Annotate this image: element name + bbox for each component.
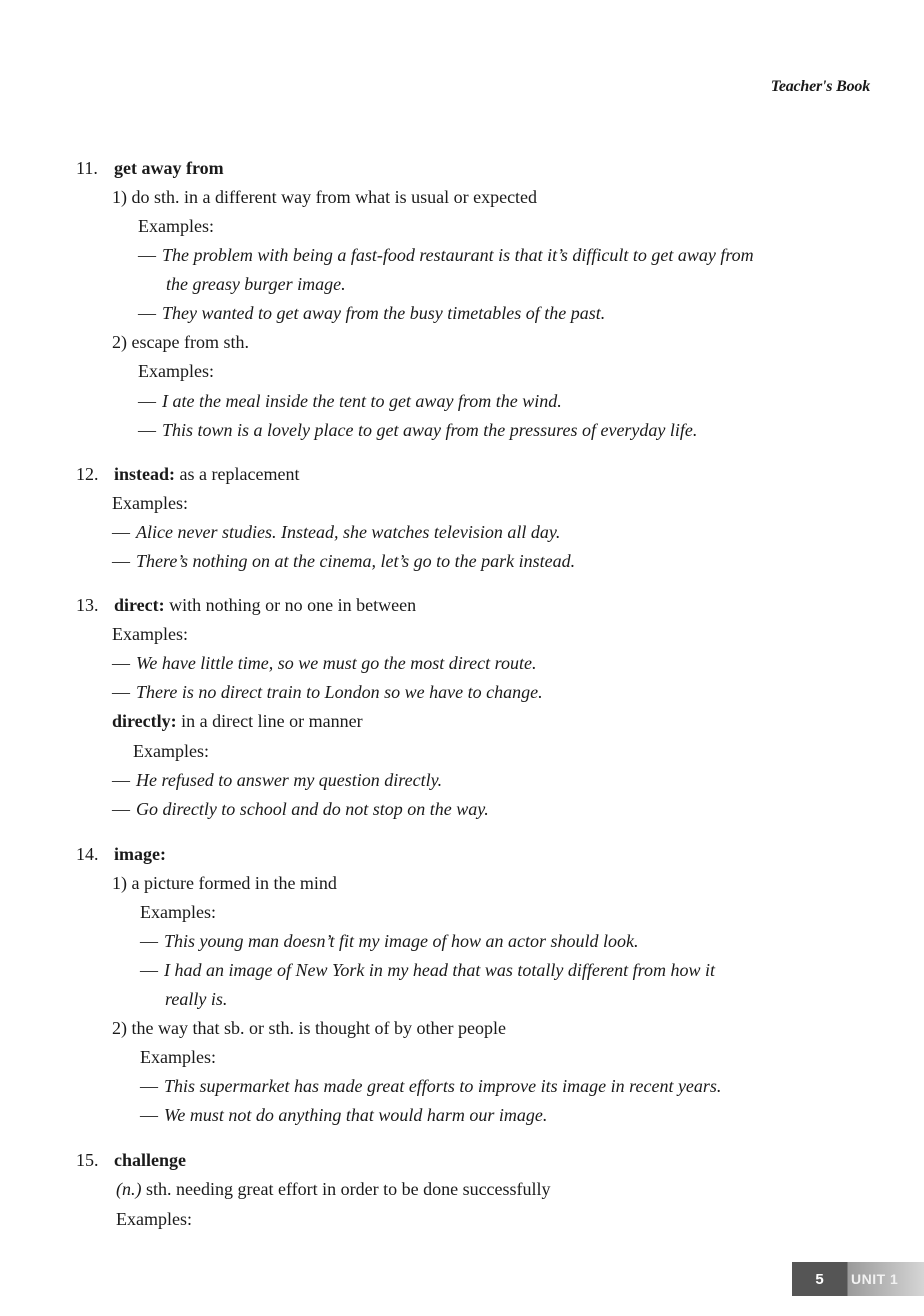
text-line — [133, 740, 209, 762]
entry-number: 13. — [76, 595, 99, 615]
text-line — [112, 1017, 506, 1039]
entry-number: 14. — [76, 844, 99, 864]
line-text: 2) the way that sb. or sth. is thought of by other people — [112, 1018, 506, 1038]
entry-term: challenge — [114, 1150, 186, 1170]
example-text: This young man doesn’t fit my image of how an actor should look. — [164, 931, 639, 951]
text-line — [140, 901, 216, 923]
example-continuation — [166, 273, 346, 295]
line-text: Examples: — [138, 216, 214, 236]
page-number: 5 — [815, 1270, 824, 1288]
entry-heading — [76, 843, 166, 865]
dash-marker: — — [112, 799, 130, 819]
entry-definition: as a replacement — [175, 464, 300, 484]
example-sentence — [112, 769, 442, 791]
dash-marker: — — [112, 682, 130, 702]
entry-term: instead: — [114, 464, 176, 484]
entry-term: image: — [114, 844, 166, 864]
text-line — [112, 492, 188, 514]
example-text: Alice never studies. Instead, she watches television all day. — [136, 522, 561, 542]
dash-marker: — — [140, 960, 158, 980]
line-text: 2) escape from sth. — [112, 332, 249, 352]
example-text: Go directly to school and do not stop on the way. — [136, 799, 489, 819]
page-footer — [792, 1262, 924, 1296]
line-text: Examples: — [112, 624, 188, 644]
example-text: They wanted to get away from the busy timetables of the past. — [162, 303, 606, 323]
example-continuation — [165, 988, 227, 1010]
line-text: Examples: — [138, 361, 214, 381]
line-text: 1) a picture formed in the mind — [112, 873, 337, 893]
example-sentence — [138, 302, 605, 324]
example-sentence — [138, 244, 754, 266]
part-of-speech: (n.) — [116, 1179, 142, 1199]
dash-marker: — — [138, 245, 156, 265]
entry-number: 15. — [76, 1150, 99, 1170]
example-sentence — [140, 959, 715, 981]
line-text: Examples: — [112, 493, 188, 513]
dash-marker: — — [140, 931, 158, 951]
entry-heading — [76, 157, 224, 179]
example-sentence — [112, 521, 560, 543]
example-text: There is no direct train to London so we have to change. — [136, 682, 543, 702]
entry-number: 12. — [76, 464, 99, 484]
example-sentence — [112, 550, 575, 572]
entry-term: get away from — [114, 158, 224, 178]
definition-line — [116, 1178, 551, 1200]
line-text: Examples: — [140, 902, 216, 922]
text-line — [112, 872, 337, 894]
entry-heading — [76, 463, 299, 485]
dash-marker: — — [138, 391, 156, 411]
example-sentence — [138, 390, 562, 412]
example-text: really is. — [165, 989, 228, 1009]
line-text: Examples: — [140, 1047, 216, 1067]
example-text: I ate the meal inside the tent to get away from the wind. — [162, 391, 562, 411]
example-sentence — [140, 1104, 547, 1126]
entry-heading — [76, 1149, 186, 1171]
text-line — [140, 1046, 216, 1068]
entry-definition: with nothing or no one in between — [164, 595, 417, 615]
example-text: The problem with being a fast-food restaurant is that it’s difficult to get away from — [162, 245, 754, 265]
example-sentence — [112, 652, 536, 674]
text-line — [138, 360, 214, 382]
line-text: 1) do sth. in a different way from what is usual or expected — [112, 187, 538, 207]
dash-marker: — — [112, 770, 130, 790]
entry-term: direct: — [114, 595, 165, 615]
text-line — [138, 215, 214, 237]
entry-heading — [76, 594, 416, 616]
entry-definition: sth. needing great effort in order to be done successfully — [141, 1179, 551, 1199]
entry-term: directly: — [112, 711, 177, 731]
dash-marker: — — [140, 1105, 158, 1125]
sub-term — [112, 710, 363, 732]
text-line — [116, 1208, 192, 1230]
example-sentence — [112, 681, 543, 703]
example-text: the greasy burger image. — [166, 274, 346, 294]
example-text: He refused to answer my question directly. — [136, 770, 443, 790]
line-text: Examples: — [116, 1209, 192, 1229]
dash-marker: — — [112, 522, 130, 542]
text-line — [112, 623, 188, 645]
entry-number: 11. — [76, 158, 98, 178]
dash-marker: — — [138, 420, 156, 440]
example-text: We have little time, so we must go the most direct route. — [136, 653, 537, 673]
example-sentence — [140, 930, 638, 952]
example-text: I had an image of New York in my head that was totally different from how it — [164, 960, 715, 980]
example-text: This town is a lovely place to get away from the pressures of everyday life. — [162, 420, 698, 440]
example-sentence — [138, 419, 697, 441]
text-line — [112, 186, 537, 208]
text-line — [112, 331, 249, 353]
example-sentence — [140, 1075, 721, 1097]
dash-marker: — — [112, 551, 130, 571]
entry-definition: in a direct line or manner — [176, 711, 363, 731]
dash-marker: — — [138, 303, 156, 323]
running-header: Teacher's Book — [770, 78, 870, 95]
unit-label: UNIT 1 — [851, 1271, 899, 1287]
dash-marker: — — [112, 653, 130, 673]
example-text: This supermarket has made great efforts to improve its image in recent years. — [164, 1076, 722, 1096]
example-text: We must not do anything that would harm our image. — [164, 1105, 548, 1125]
example-text: There’s nothing on at the cinema, let’s go to the park instead. — [136, 551, 576, 571]
example-sentence — [112, 798, 489, 820]
dash-marker: — — [140, 1076, 158, 1096]
line-text: Examples: — [133, 741, 209, 761]
